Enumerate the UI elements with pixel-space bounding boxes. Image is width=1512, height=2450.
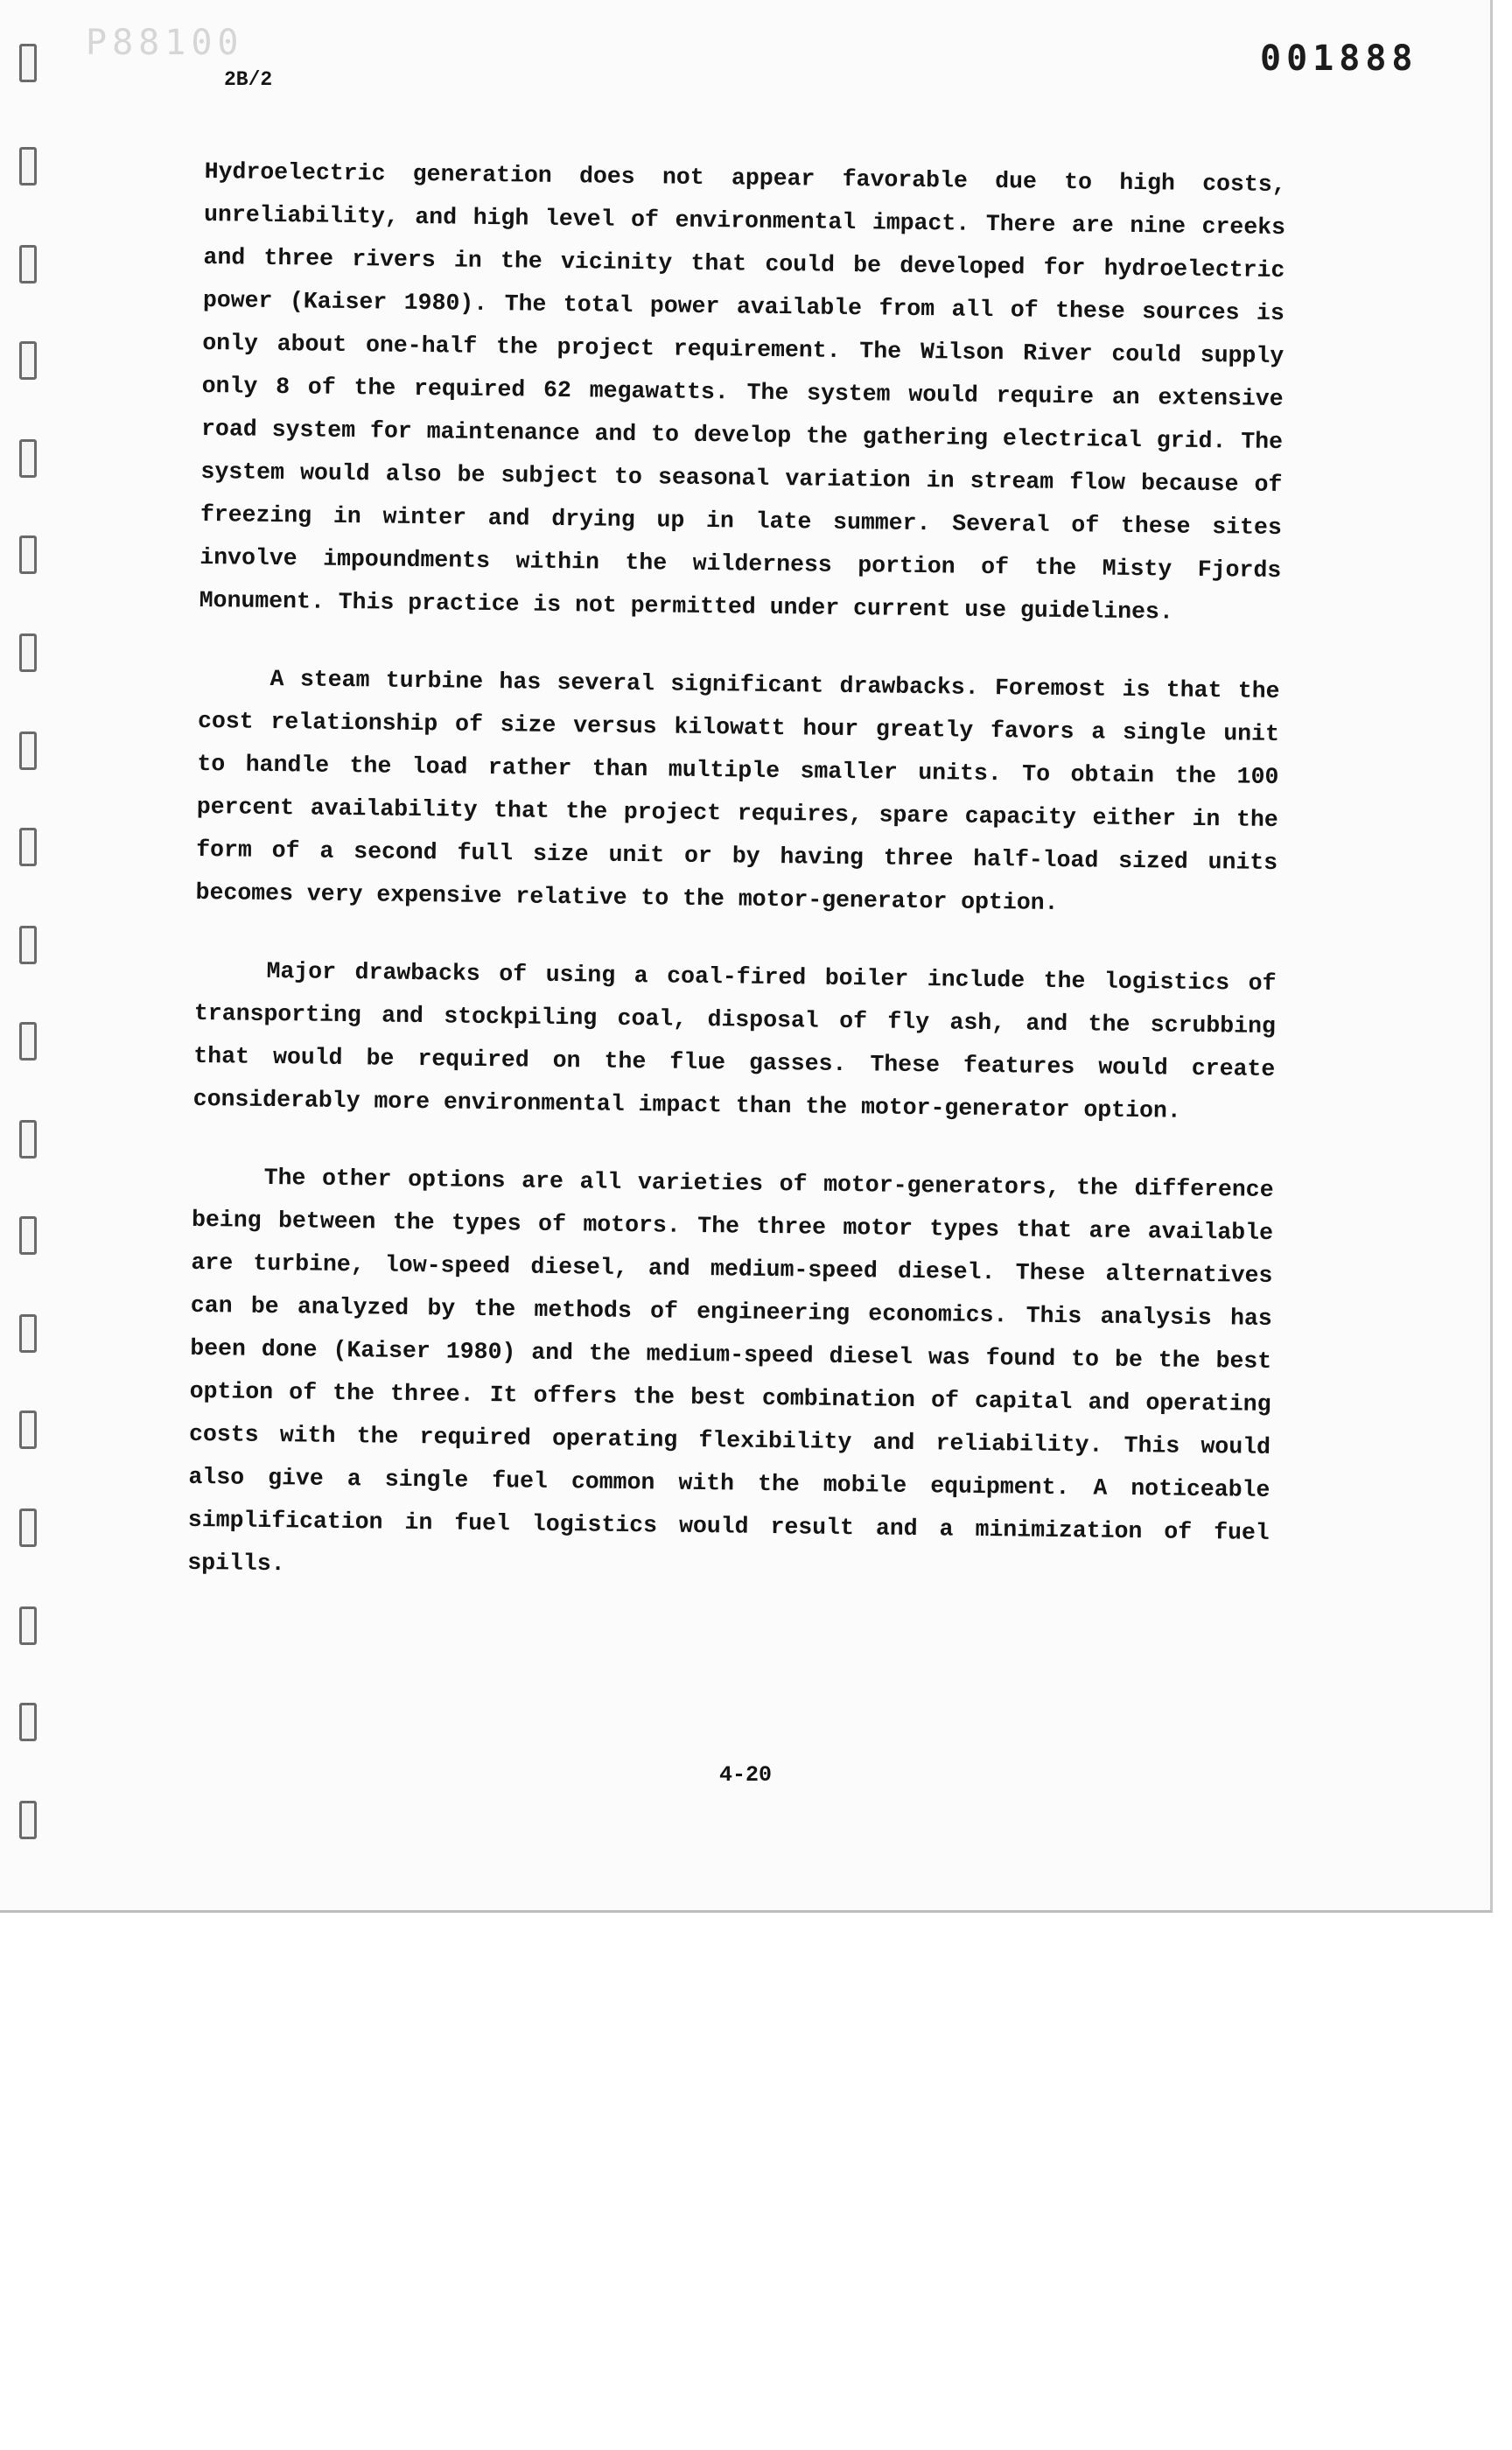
paragraph-hydroelectric: Hydroelectric generation does not appear favorable due to high costs, unreliability, and high level of environmental impact. There are nine creeks and three rivers in the vicinity that could be developed for hydroelectric power (Kaiser 1980). The total power available from all of these sources is only about one-half the project requirement. The Wilson River could supply only 8 of the required 62 megawatts. The system would require an extensive road system for maintenance and to develop the gathering electrical grid. The system would also be subject to seasonal variation in stream flow because of freezing in winter and drying up in late summer. Several of these sites involve impoundments within the wilderness portion of the Misty Fjords Monument. This practice is not permitted under current use guidelines. <box>199 158 1286 626</box>
paragraph-steam-turbine: A steam turbine has several significant drawbacks. Foremost is that the cost relationship of size versus kilowatt hour greatly favors a single unit to handle the load rather than multiple smaller units. To obtain the 100 percent availability that the project requires, spare capacity either in the form of a second full size unit or by having three half-load sized units becomes very expensive relative to the motor-generator option. <box>195 665 1280 916</box>
punch-hole-icon <box>19 732 37 770</box>
punch-hole-icon <box>19 44 37 82</box>
punch-hole-icon <box>19 147 37 186</box>
body-text <box>186 150 1285 1633</box>
punch-hole-icon <box>19 828 37 866</box>
punch-hole-icon <box>19 536 37 574</box>
section-code: 2B/2 <box>224 68 273 91</box>
binder-punch-holes <box>19 44 38 1864</box>
punch-hole-icon <box>19 341 37 380</box>
punch-hole-icon <box>19 1314 37 1353</box>
punch-hole-icon <box>19 1801 37 1839</box>
punch-hole-icon <box>19 1508 37 1547</box>
faint-bates-stamp: P88100 <box>86 23 244 63</box>
punch-hole-icon <box>19 1410 37 1449</box>
punch-hole-icon <box>19 926 37 964</box>
punch-hole-icon <box>19 1606 37 1645</box>
document-number: 001888 <box>1260 38 1418 79</box>
punch-hole-icon <box>19 1022 37 1060</box>
punch-hole-icon <box>19 439 37 478</box>
punch-hole-icon <box>19 1120 37 1158</box>
paragraph-motor-generators: The other options are all varieties of motor-generators, the difference being between the types of motors. The three motor types that are available are turbine, low-speed diesel, and medium-speed diesel. These alternatives can be analyzed by the methods of engineering economics. This analysis has been done (Kaiser 1980) and the medium-speed diesel was found to be the best option of the three. It offers the best combination of capital and operating costs with the required operating flexibility and reliability. This would also give a single fuel common with the mobile equipment. A noticeable simplification in fuel logistics would result and a minimization of fuel spills. <box>187 1164 1274 1578</box>
punch-hole-icon <box>19 634 37 672</box>
punch-hole-icon <box>19 1703 37 1741</box>
page-number: 4-20 <box>719 1762 773 1788</box>
punch-hole-icon <box>19 1216 37 1255</box>
paragraph-coal-fired-boiler: Major drawbacks of using a coal-fired boiler include the logistics of transporting and stockpiling coal, disposal of fly ash, and the scrubbing that would be required on the flue gasses. These features would create considerably more environmental impact than the motor-generator option. <box>192 957 1277 1124</box>
punch-hole-icon <box>19 245 37 284</box>
